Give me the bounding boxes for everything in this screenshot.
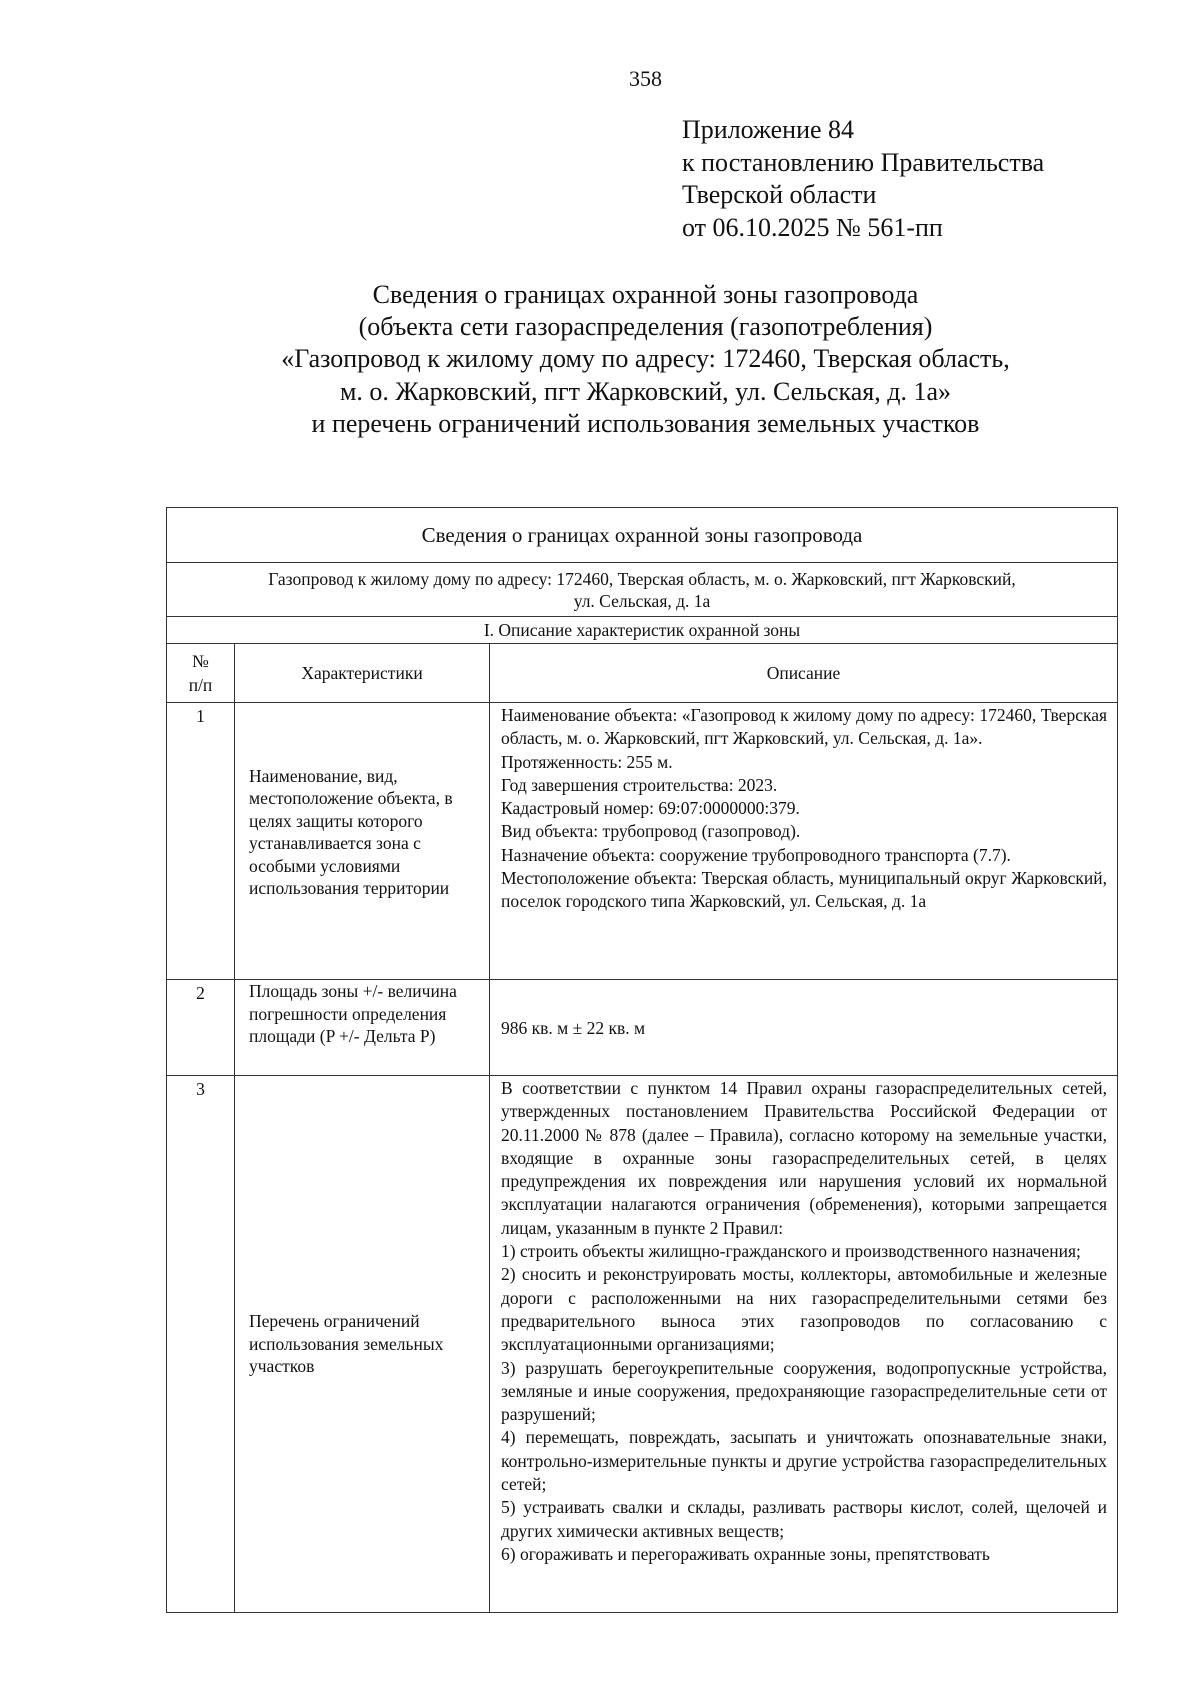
table-row <box>167 1076 1118 1613</box>
description-paragraph: Наименование объекта: «Газопровод к жилому дому по адресу: 172460, Тверская область, м. о. Жарковский, пгт Жарковский, ул. Сельская, д. 1а». <box>501 705 1108 749</box>
row-number: 1 <box>167 703 235 980</box>
table-section-heading: I. Описание характеристик охранной зоны <box>167 617 1118 644</box>
row-number: 3 <box>167 1076 235 1613</box>
row-number: 2 <box>167 980 235 1076</box>
page-number: 358 <box>629 66 662 91</box>
description-paragraph: Кадастровый номер: 69:07:0000000:379. <box>501 798 800 819</box>
title-line: Сведения о границах охранной зоны газопровода <box>372 280 919 309</box>
table-title: Сведения о границах охранной зоны газопровода <box>167 508 1118 563</box>
row-characteristic: Перечень ограничений использования земельных участков <box>235 1076 490 1613</box>
table-row <box>167 980 1118 1076</box>
description-paragraph: В соответствии с пунктом 14 Правил охраны газораспределительных сетей, утвержденных постановлением Правительства Российской Федерации от 20.11.2000 № 878 (далее – Правила), согласно которому на земельные участки, входящие в охранные зоны газораспределительных сетей, в целях предупреждения их повреждения или нарушения условий их нормальной эксплуатации налагаются ограничения (обременения), которыми запрещается лицам, указанным в пункте 2 Правил: <box>501 1078 1108 1238</box>
title-line: и перечень ограничений использования земельных участков <box>311 408 980 438</box>
zone-table <box>166 507 1118 1613</box>
description-paragraph: 1) строить объекты жилищно-гражданского и производственного назначения; <box>501 1241 1081 1262</box>
description-paragraph: 2) сносить и реконструировать мосты, коллекторы, автомобильные и железные дороги с расположенными на них газораспределительными сетями без предварительного выноса этих газопроводов по согласованию с эксплуатационными организациями; <box>501 1264 1108 1355</box>
description-paragraph: Местоположение объекта: Тверская область, муниципальный округ Жарковский, поселок городского типа Жарковский, ул. Сельская, д. 1а <box>501 868 1108 912</box>
header-description: Описание <box>490 644 1118 703</box>
header-number-line: п/п <box>188 675 213 695</box>
title-line: м. о. Жарковский, пгт Жарковский, ул. Сельская, д. 1а» <box>339 376 952 406</box>
title-line: «Газопровод к жилому дому по адресу: 172460, Тверская область, <box>281 344 1010 374</box>
title-line: (объекта сети газораспределения (газопотребления) <box>358 312 933 342</box>
description-paragraph: Вид объекта: трубопровод (газопровод). <box>501 821 801 842</box>
document-title <box>40 279 1200 440</box>
row-description <box>490 1076 1118 1613</box>
appendix-line: к постановлению Правительства <box>682 147 1045 177</box>
appendix-reference <box>682 114 1044 244</box>
description-paragraph: 4) перемещать, повреждать, засыпать и уничтожать опознавательные знаки, контрольно-измерительные пункты и другие устройства газораспределительных сетей; <box>501 1427 1108 1495</box>
description-paragraph: Протяженность: 255 м. <box>501 751 673 772</box>
table-row <box>167 703 1118 980</box>
header-characteristics: Характеристики <box>235 644 490 703</box>
row-characteristic: Площадь зоны +/- величина погрешности определения площади (P +/- Дельта P) <box>235 980 490 1076</box>
description-paragraph: 3) разрушать берегоукрепительные сооружения, водопропускные устройства, земляные и иные сооружения, предохраняющие газораспределительные сети от разрушений; <box>501 1357 1108 1425</box>
description-paragraph: 5) устраивать свалки и склады, разливать растворы кислот, солей, щелочей и других химически активных веществ; <box>501 1497 1108 1541</box>
object-name-line: Газопровод к жилому дому по адресу: 172460, Тверская область, м. о. Жарковский, пгт Жарковский, <box>268 568 1016 589</box>
header-number <box>167 644 235 703</box>
description-paragraph: 986 кв. м ± 22 кв. м <box>501 1018 646 1039</box>
appendix-line: от 06.10.2025 № 561-пп <box>682 212 943 242</box>
description-paragraph: Год завершения строительства: 2023. <box>501 774 778 795</box>
row-description <box>490 703 1118 980</box>
header-number-line: № <box>192 651 209 671</box>
row-characteristic: Наименование, вид, местоположение объекта, в целях защиты которого устанавливается зона с особыми условиями использования территории <box>235 703 490 980</box>
appendix-line: Приложение 84 <box>682 115 855 144</box>
object-name-line: ул. Сельская, д. 1а <box>573 590 711 611</box>
table-object-name <box>167 563 1118 617</box>
description-paragraph: 6) огораживать и перегораживать охранные зоны, препятствовать <box>501 1543 990 1564</box>
row-description <box>490 980 1118 1076</box>
description-paragraph: Назначение объекта: сооружение трубопроводного транспорта (7.7). <box>501 844 1011 865</box>
appendix-line: Тверской области <box>682 180 877 209</box>
